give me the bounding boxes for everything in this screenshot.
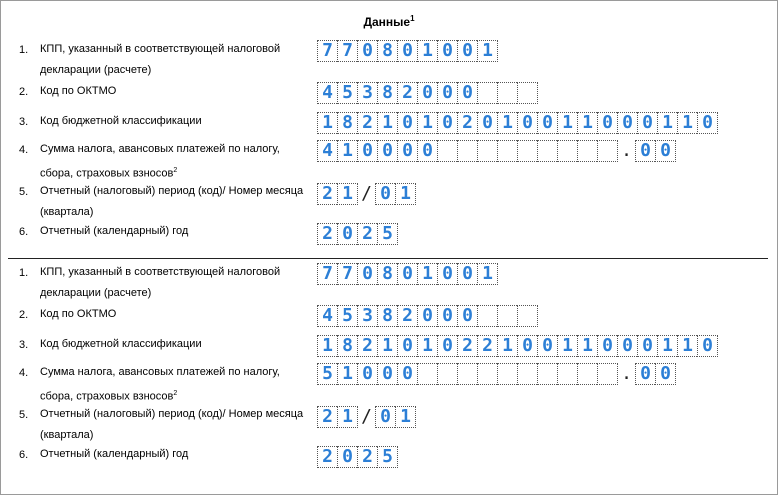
kpp-cell[interactable]: 1: [477, 263, 498, 285]
oktmo-cell[interactable]: [477, 305, 497, 327]
amount-int-cell[interactable]: [497, 363, 517, 385]
kbk-cell[interactable]: 0: [437, 335, 457, 357]
row-label: Отчетный (налоговый) период (код)/ Номер месяца (квартала): [40, 408, 304, 441]
kbk-cell[interactable]: 1: [377, 112, 397, 134]
row-number: 1.: [19, 44, 29, 56]
oktmo-cell[interactable]: [497, 305, 517, 327]
row-label: Отчетный (календарный) год: [40, 448, 189, 460]
kbk-cell[interactable]: 0: [597, 335, 617, 357]
row-label: Код по ОКТМО: [40, 308, 117, 320]
oktmo-cell[interactable]: 0: [417, 82, 437, 104]
kbk-cell[interactable]: 1: [557, 335, 577, 357]
amount-int-cell[interactable]: [537, 363, 557, 385]
amount-int-cell[interactable]: 0: [377, 140, 397, 162]
row-label: Отчетный (календарный) год: [40, 225, 189, 237]
row-label: Сумма налога, авансовых платежей по налогу, сбора, страховых взносов$^2$: [40, 143, 280, 180]
amount-int-cell[interactable]: 0: [357, 140, 377, 162]
amount-int-cell[interactable]: 0: [397, 363, 417, 385]
oktmo-cell[interactable]: 8: [377, 305, 397, 327]
kbk-cell[interactable]: 1: [497, 112, 517, 134]
amount-int-cell[interactable]: [517, 363, 537, 385]
row-number: 6.: [19, 226, 29, 238]
period-code-cell[interactable]: 2: [317, 183, 337, 205]
row-number: 3.: [19, 339, 29, 351]
amount-int-cell[interactable]: 0: [417, 140, 437, 162]
oktmo-cell[interactable]: 8: [377, 82, 397, 104]
year-cell[interactable]: 2: [317, 223, 337, 245]
kpp-cell[interactable]: 1: [417, 263, 437, 285]
kbk-field[interactable]: [317, 335, 718, 357]
row-number: 4.: [19, 367, 29, 379]
kbk-cell[interactable]: 0: [437, 112, 457, 134]
row-label: Сумма налога, авансовых платежей по налогу, сбора, страховых взносов$^2$: [40, 366, 280, 403]
kbk-cell[interactable]: 1: [657, 335, 677, 357]
kbk-cell[interactable]: 8: [337, 335, 357, 357]
period-separator: /: [361, 406, 372, 427]
amount-int-cell[interactable]: 4: [317, 140, 337, 162]
kpp-cell[interactable]: 7: [317, 263, 337, 285]
amount-int-cell[interactable]: [597, 140, 618, 162]
row-number: 2.: [19, 309, 29, 321]
amount-field[interactable]: [317, 140, 676, 162]
year-cell[interactable]: 0: [337, 223, 357, 245]
kbk-cell[interactable]: 1: [577, 335, 597, 357]
oktmo-cell[interactable]: [517, 82, 538, 104]
period-separator: /: [361, 183, 372, 204]
title-footnote: 1: [410, 14, 415, 23]
kbk-cell[interactable]: 1: [677, 112, 697, 134]
amount-int-cell[interactable]: 5: [317, 363, 337, 385]
kbk-cell[interactable]: 1: [317, 112, 337, 134]
title-text: Данные: [363, 15, 411, 29]
amount-int-cell[interactable]: 1: [337, 140, 357, 162]
row-number: 4.: [19, 144, 29, 156]
kpp-cell[interactable]: 7: [317, 40, 337, 62]
decimal-point: .: [621, 140, 632, 161]
oktmo-cell[interactable]: [517, 305, 538, 327]
kpp-field[interactable]: [317, 40, 498, 62]
amount-footnote: 2: [173, 390, 178, 397]
year-field[interactable]: [317, 446, 398, 468]
row-label: Код бюджетной классификации: [40, 338, 202, 350]
amount-frac-cell[interactable]: 0: [655, 363, 676, 385]
kpp-field[interactable]: [317, 263, 498, 285]
kpp-cell[interactable]: 0: [357, 40, 377, 62]
kbk-cell[interactable]: 2: [357, 335, 377, 357]
year-cell[interactable]: 2: [357, 446, 377, 468]
oktmo-cell[interactable]: 2: [397, 82, 417, 104]
amount-int-cell[interactable]: 0: [397, 140, 417, 162]
kpp-cell[interactable]: 7: [337, 263, 357, 285]
oktmo-cell[interactable]: [497, 82, 517, 104]
amount-int-cell[interactable]: [577, 140, 597, 162]
amount-int-cell[interactable]: [557, 140, 577, 162]
amount-int-cell[interactable]: [537, 140, 557, 162]
amount-int-cell[interactable]: [517, 140, 537, 162]
oktmo-cell[interactable]: 2: [397, 305, 417, 327]
kbk-cell[interactable]: 2: [357, 112, 377, 134]
oktmo-cell[interactable]: 0: [437, 305, 457, 327]
amount-int-cell[interactable]: [477, 140, 497, 162]
period-code-cell[interactable]: 1: [337, 406, 358, 428]
kbk-cell[interactable]: 0: [537, 335, 557, 357]
kbk-cell[interactable]: 2: [457, 112, 477, 134]
kbk-cell[interactable]: 0: [697, 335, 718, 357]
row-label: Отчетный (налоговый) период (код)/ Номер месяца (квартала): [40, 185, 304, 218]
row-number: 5.: [19, 409, 29, 421]
kbk-cell[interactable]: 0: [597, 112, 617, 134]
oktmo-cell[interactable]: 0: [417, 305, 437, 327]
kbk-cell[interactable]: 1: [417, 112, 437, 134]
kbk-cell[interactable]: 1: [657, 112, 677, 134]
amount-int-cell[interactable]: 0: [377, 363, 397, 385]
kbk-cell[interactable]: 1: [497, 335, 517, 357]
period-field[interactable]: [317, 406, 416, 428]
kbk-cell[interactable]: 0: [637, 112, 657, 134]
year-cell[interactable]: 5: [377, 446, 398, 468]
kpp-cell[interactable]: 8: [377, 40, 397, 62]
kbk-cell[interactable]: 0: [697, 112, 718, 134]
row-number: 1.: [19, 267, 29, 279]
period-code-cell[interactable]: 1: [337, 183, 358, 205]
kbk-cell[interactable]: 0: [537, 112, 557, 134]
oktmo-cell[interactable]: 4: [317, 305, 337, 327]
row-number: 5.: [19, 186, 29, 198]
oktmo-cell[interactable]: [477, 82, 497, 104]
amount-int-cell[interactable]: 1: [337, 363, 357, 385]
kpp-cell[interactable]: 0: [457, 263, 477, 285]
oktmo-cell[interactable]: 0: [457, 305, 477, 327]
amount-int-cell[interactable]: [577, 363, 597, 385]
kbk-cell[interactable]: 1: [677, 335, 697, 357]
period-month-cell[interactable]: 0: [375, 406, 395, 428]
kbk-cell[interactable]: 2: [477, 335, 497, 357]
row-number: 6.: [19, 449, 29, 461]
amount-int-cell[interactable]: [437, 363, 457, 385]
oktmo-field[interactable]: [317, 82, 538, 104]
oktmo-cell[interactable]: 0: [457, 82, 477, 104]
kpp-cell[interactable]: 1: [417, 40, 437, 62]
amount-field[interactable]: [317, 363, 676, 385]
oktmo-cell[interactable]: 5: [337, 305, 357, 327]
year-cell[interactable]: 0: [337, 446, 357, 468]
kbk-cell[interactable]: 0: [397, 335, 417, 357]
amount-int-cell[interactable]: [457, 140, 477, 162]
amount-footnote: 2: [173, 167, 178, 174]
kpp-cell[interactable]: 7: [337, 40, 357, 62]
period-field[interactable]: [317, 183, 416, 205]
kbk-cell[interactable]: 0: [517, 112, 537, 134]
oktmo-cell[interactable]: 5: [337, 82, 357, 104]
decimal-point: .: [621, 363, 632, 384]
period-code-cell[interactable]: 2: [317, 406, 337, 428]
year-cell[interactable]: 2: [317, 446, 337, 468]
year-cell[interactable]: 2: [357, 223, 377, 245]
period-month-cell[interactable]: 1: [395, 183, 416, 205]
amount-frac-cell[interactable]: 0: [635, 140, 655, 162]
kpp-cell[interactable]: 0: [437, 263, 457, 285]
amount-frac-cell[interactable]: 0: [635, 363, 655, 385]
row-label: КПП, указанный в соответствующей налоговой декларации (расчете): [40, 266, 281, 299]
amount-int-cell[interactable]: [417, 363, 437, 385]
kpp-cell[interactable]: 0: [457, 40, 477, 62]
kbk-cell[interactable]: 0: [517, 335, 537, 357]
kpp-cell[interactable]: 0: [437, 40, 457, 62]
oktmo-cell[interactable]: 0: [437, 82, 457, 104]
kbk-cell[interactable]: 2: [457, 335, 477, 357]
row-label: КПП, указанный в соответствующей налоговой декларации (расчете): [40, 43, 281, 76]
amount-int-cell[interactable]: [597, 363, 618, 385]
amount-int-cell[interactable]: [457, 363, 477, 385]
page-title: [0, 14, 778, 29]
oktmo-cell[interactable]: 3: [357, 305, 377, 327]
amount-int-cell[interactable]: 0: [357, 363, 377, 385]
row-number: 2.: [19, 86, 29, 98]
kpp-cell[interactable]: 0: [397, 263, 417, 285]
kbk-cell[interactable]: 1: [377, 335, 397, 357]
kbk-cell[interactable]: 8: [337, 112, 357, 134]
amount-int-cell[interactable]: [497, 140, 517, 162]
amount-int-cell[interactable]: [557, 363, 577, 385]
kbk-cell[interactable]: 1: [557, 112, 577, 134]
oktmo-cell[interactable]: 4: [317, 82, 337, 104]
amount-frac-cell[interactable]: 0: [655, 140, 676, 162]
row-number: 3.: [19, 116, 29, 128]
kbk-field[interactable]: [317, 112, 718, 134]
kbk-cell[interactable]: 0: [617, 112, 637, 134]
kbk-cell[interactable]: 0: [397, 112, 417, 134]
amount-int-cell[interactable]: [437, 140, 457, 162]
kbk-cell[interactable]: 1: [317, 335, 337, 357]
period-month-cell[interactable]: 0: [375, 183, 395, 205]
year-field[interactable]: [317, 223, 398, 245]
row-label: Код по ОКТМО: [40, 85, 117, 97]
oktmo-cell[interactable]: 3: [357, 82, 377, 104]
year-cell[interactable]: 5: [377, 223, 398, 245]
kpp-cell[interactable]: 1: [477, 40, 498, 62]
kbk-cell[interactable]: 0: [617, 335, 637, 357]
kbk-cell[interactable]: 0: [637, 335, 657, 357]
period-month-cell[interactable]: 1: [395, 406, 416, 428]
kpp-cell[interactable]: 0: [357, 263, 377, 285]
kbk-cell[interactable]: 0: [477, 112, 497, 134]
row-label: Код бюджетной классификации: [40, 115, 202, 127]
kbk-cell[interactable]: 1: [417, 335, 437, 357]
oktmo-field[interactable]: [317, 305, 538, 327]
kpp-cell[interactable]: 8: [377, 263, 397, 285]
amount-int-cell[interactable]: [477, 363, 497, 385]
kbk-cell[interactable]: 1: [577, 112, 597, 134]
kpp-cell[interactable]: 0: [397, 40, 417, 62]
section-divider: [8, 258, 768, 259]
